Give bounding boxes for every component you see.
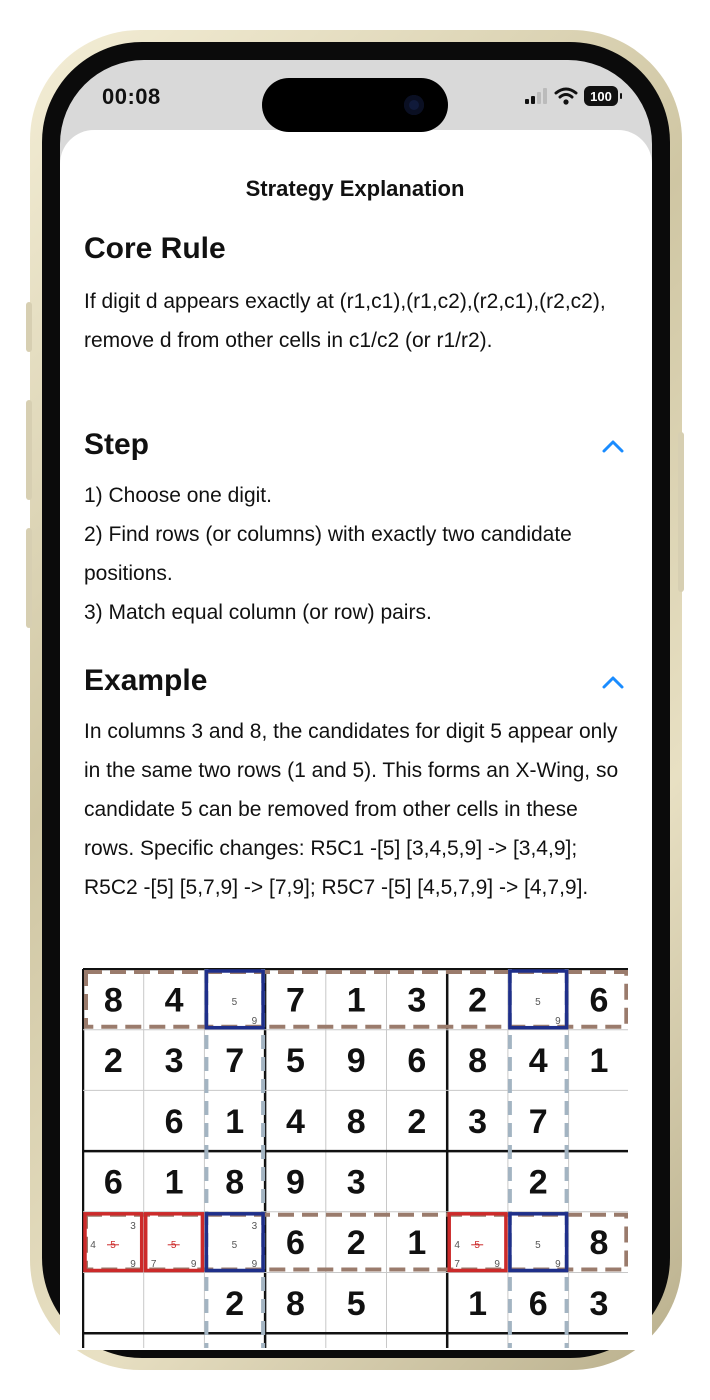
sudoku-cell[interactable]	[326, 1333, 387, 1348]
cell-digit: 1	[589, 1042, 609, 1081]
cell-digit: 7	[285, 981, 305, 1020]
candidate-digit: 9	[130, 1258, 136, 1270]
sudoku-cell[interactable]	[447, 1151, 508, 1212]
sudoku-cell[interactable]	[569, 1151, 628, 1212]
cell-digit: 2	[225, 1284, 245, 1323]
candidate-digit: 9	[555, 1258, 561, 1270]
cell-digit: 2	[346, 1224, 366, 1263]
status-time: 00:08	[102, 84, 161, 109]
cell-digit: 7	[225, 1042, 245, 1081]
candidate-digit: 5	[231, 1239, 238, 1251]
step-line: 2) Find rows (or columns) with exactly two candidate positions.	[84, 523, 572, 585]
candidate-digit: 5	[535, 997, 541, 1008]
cell-digit: 6	[285, 1224, 305, 1263]
front-camera-icon	[404, 95, 424, 115]
step-line: 3) Match equal column (or row) pairs.	[84, 601, 432, 624]
candidate-digit: 3	[251, 1220, 258, 1232]
candidate-digit: 7	[150, 1258, 157, 1270]
sudoku-cell[interactable]	[83, 1090, 144, 1151]
example-text: In columns 3 and 8, the candidates for digit 5 appear only in the same two rows (1 and 5). This forms an X-Wing, so candidate 5 can be removed from other cells in these rows. Specific changes: R5C1 -[5] [3,4,5,9] -> [3,4,9]; R5C2 -[5] [5,7,9] -> [7,9]; R5C7 -[5] [4,5,7,9] -> [4,7,9].	[84, 720, 619, 899]
candidate-digit: 5	[231, 997, 238, 1008]
cell-digit: 4	[528, 1042, 548, 1081]
step-line: 1) Choose one digit.	[84, 484, 272, 507]
example-heading[interactable]: Example	[84, 664, 208, 697]
core-rule-text: If digit d appears exactly at (r1,c1),(r1,c2),(r2,c1),(r2,c2), remove d from other cells in c1/c2 (or r1/r2).	[84, 290, 606, 352]
sudoku-cell[interactable]	[265, 1333, 326, 1348]
sudoku-cell[interactable]	[569, 1090, 628, 1151]
cell-digit: 3	[468, 1102, 488, 1141]
cell-digit: 8	[468, 1042, 488, 1081]
cell-digit: 6	[528, 1284, 548, 1323]
candidate-digit: 5	[170, 1239, 177, 1251]
cell-digit: 3	[346, 1163, 366, 1202]
core-rule-heading: Core Rule	[84, 232, 226, 265]
sudoku-cell[interactable]	[569, 1333, 628, 1348]
sudoku-cell[interactable]	[387, 1151, 448, 1212]
battery-icon: 100	[584, 86, 618, 106]
cell-digit: 6	[164, 1102, 184, 1141]
candidate-digit: 5	[535, 1239, 541, 1251]
power-button	[678, 432, 684, 592]
cell-digit: 1	[407, 1224, 427, 1263]
sudoku-cell[interactable]	[144, 1333, 205, 1348]
status-icons	[524, 86, 618, 106]
sudoku-cell[interactable]	[387, 1333, 448, 1348]
sudoku-cell[interactable]	[508, 1333, 569, 1348]
step-heading[interactable]: Step	[84, 428, 150, 461]
cell-digit: 9	[285, 1163, 305, 1202]
cell-digit: 8	[589, 1224, 609, 1263]
step-list	[84, 476, 624, 632]
cell-digit: 8	[103, 981, 123, 1020]
cell-digit: 7	[528, 1102, 548, 1141]
sheet-title: Strategy Explanation	[245, 176, 465, 201]
cell-digit: 6	[589, 981, 609, 1020]
cell-digit: 3	[164, 1042, 184, 1081]
sudoku-grid	[82, 968, 628, 1348]
candidate-digit: 5	[474, 1239, 480, 1251]
chevron-up-icon[interactable]	[600, 434, 626, 460]
sudoku-cell[interactable]	[387, 1273, 448, 1334]
cell-digit: 5	[346, 1284, 366, 1323]
sudoku-cell[interactable]	[204, 1333, 265, 1348]
candidate-digit: 7	[454, 1258, 460, 1270]
sudoku-cell[interactable]	[83, 1333, 144, 1348]
cell-digit: 8	[346, 1102, 366, 1141]
wifi-icon	[554, 87, 578, 105]
candidate-digit: 9	[251, 1016, 258, 1027]
cell-digit: 2	[468, 981, 488, 1020]
sudoku-cell[interactable]	[83, 1273, 144, 1334]
candidate-digit: 3	[130, 1220, 136, 1232]
candidate-digit: 9	[190, 1258, 197, 1270]
action-button	[26, 302, 32, 352]
cell-digit: 8	[225, 1163, 245, 1202]
cell-digit: 5	[285, 1042, 305, 1081]
cell-digit: 1	[225, 1102, 245, 1141]
cell-digit: 8	[285, 1284, 305, 1323]
cell-digit: 2	[103, 1042, 123, 1081]
candidate-digit: 9	[555, 1016, 561, 1027]
cell-digit: 3	[407, 981, 427, 1020]
candidate-digit: 4	[90, 1239, 96, 1251]
candidate-digit: 9	[494, 1258, 500, 1270]
chevron-up-icon[interactable]	[600, 670, 626, 696]
cell-digit: 3	[589, 1284, 609, 1323]
sudoku-cell[interactable]	[144, 1273, 205, 1334]
cellular-signal-icon	[524, 88, 548, 104]
cell-digit: 9	[346, 1042, 366, 1081]
volume-up-button	[26, 400, 32, 500]
cell-digit: 2	[407, 1102, 427, 1141]
cell-digit: 1	[468, 1284, 488, 1323]
cell-digit: 6	[103, 1163, 123, 1202]
sudoku-board	[82, 968, 628, 1348]
candidate-digit: 4	[454, 1239, 460, 1251]
cell-digit: 2	[528, 1163, 548, 1202]
sudoku-cell[interactable]	[447, 1333, 508, 1348]
candidate-digit: 5	[110, 1239, 116, 1251]
cell-digit: 6	[407, 1042, 427, 1081]
candidate-digit: 9	[251, 1258, 258, 1270]
dynamic-island	[262, 78, 448, 132]
cell-digit: 1	[346, 981, 366, 1020]
cell-digit: 4	[164, 981, 184, 1020]
cell-digit: 1	[164, 1163, 184, 1202]
volume-down-button	[26, 528, 32, 628]
cell-digit: 4	[285, 1102, 305, 1141]
